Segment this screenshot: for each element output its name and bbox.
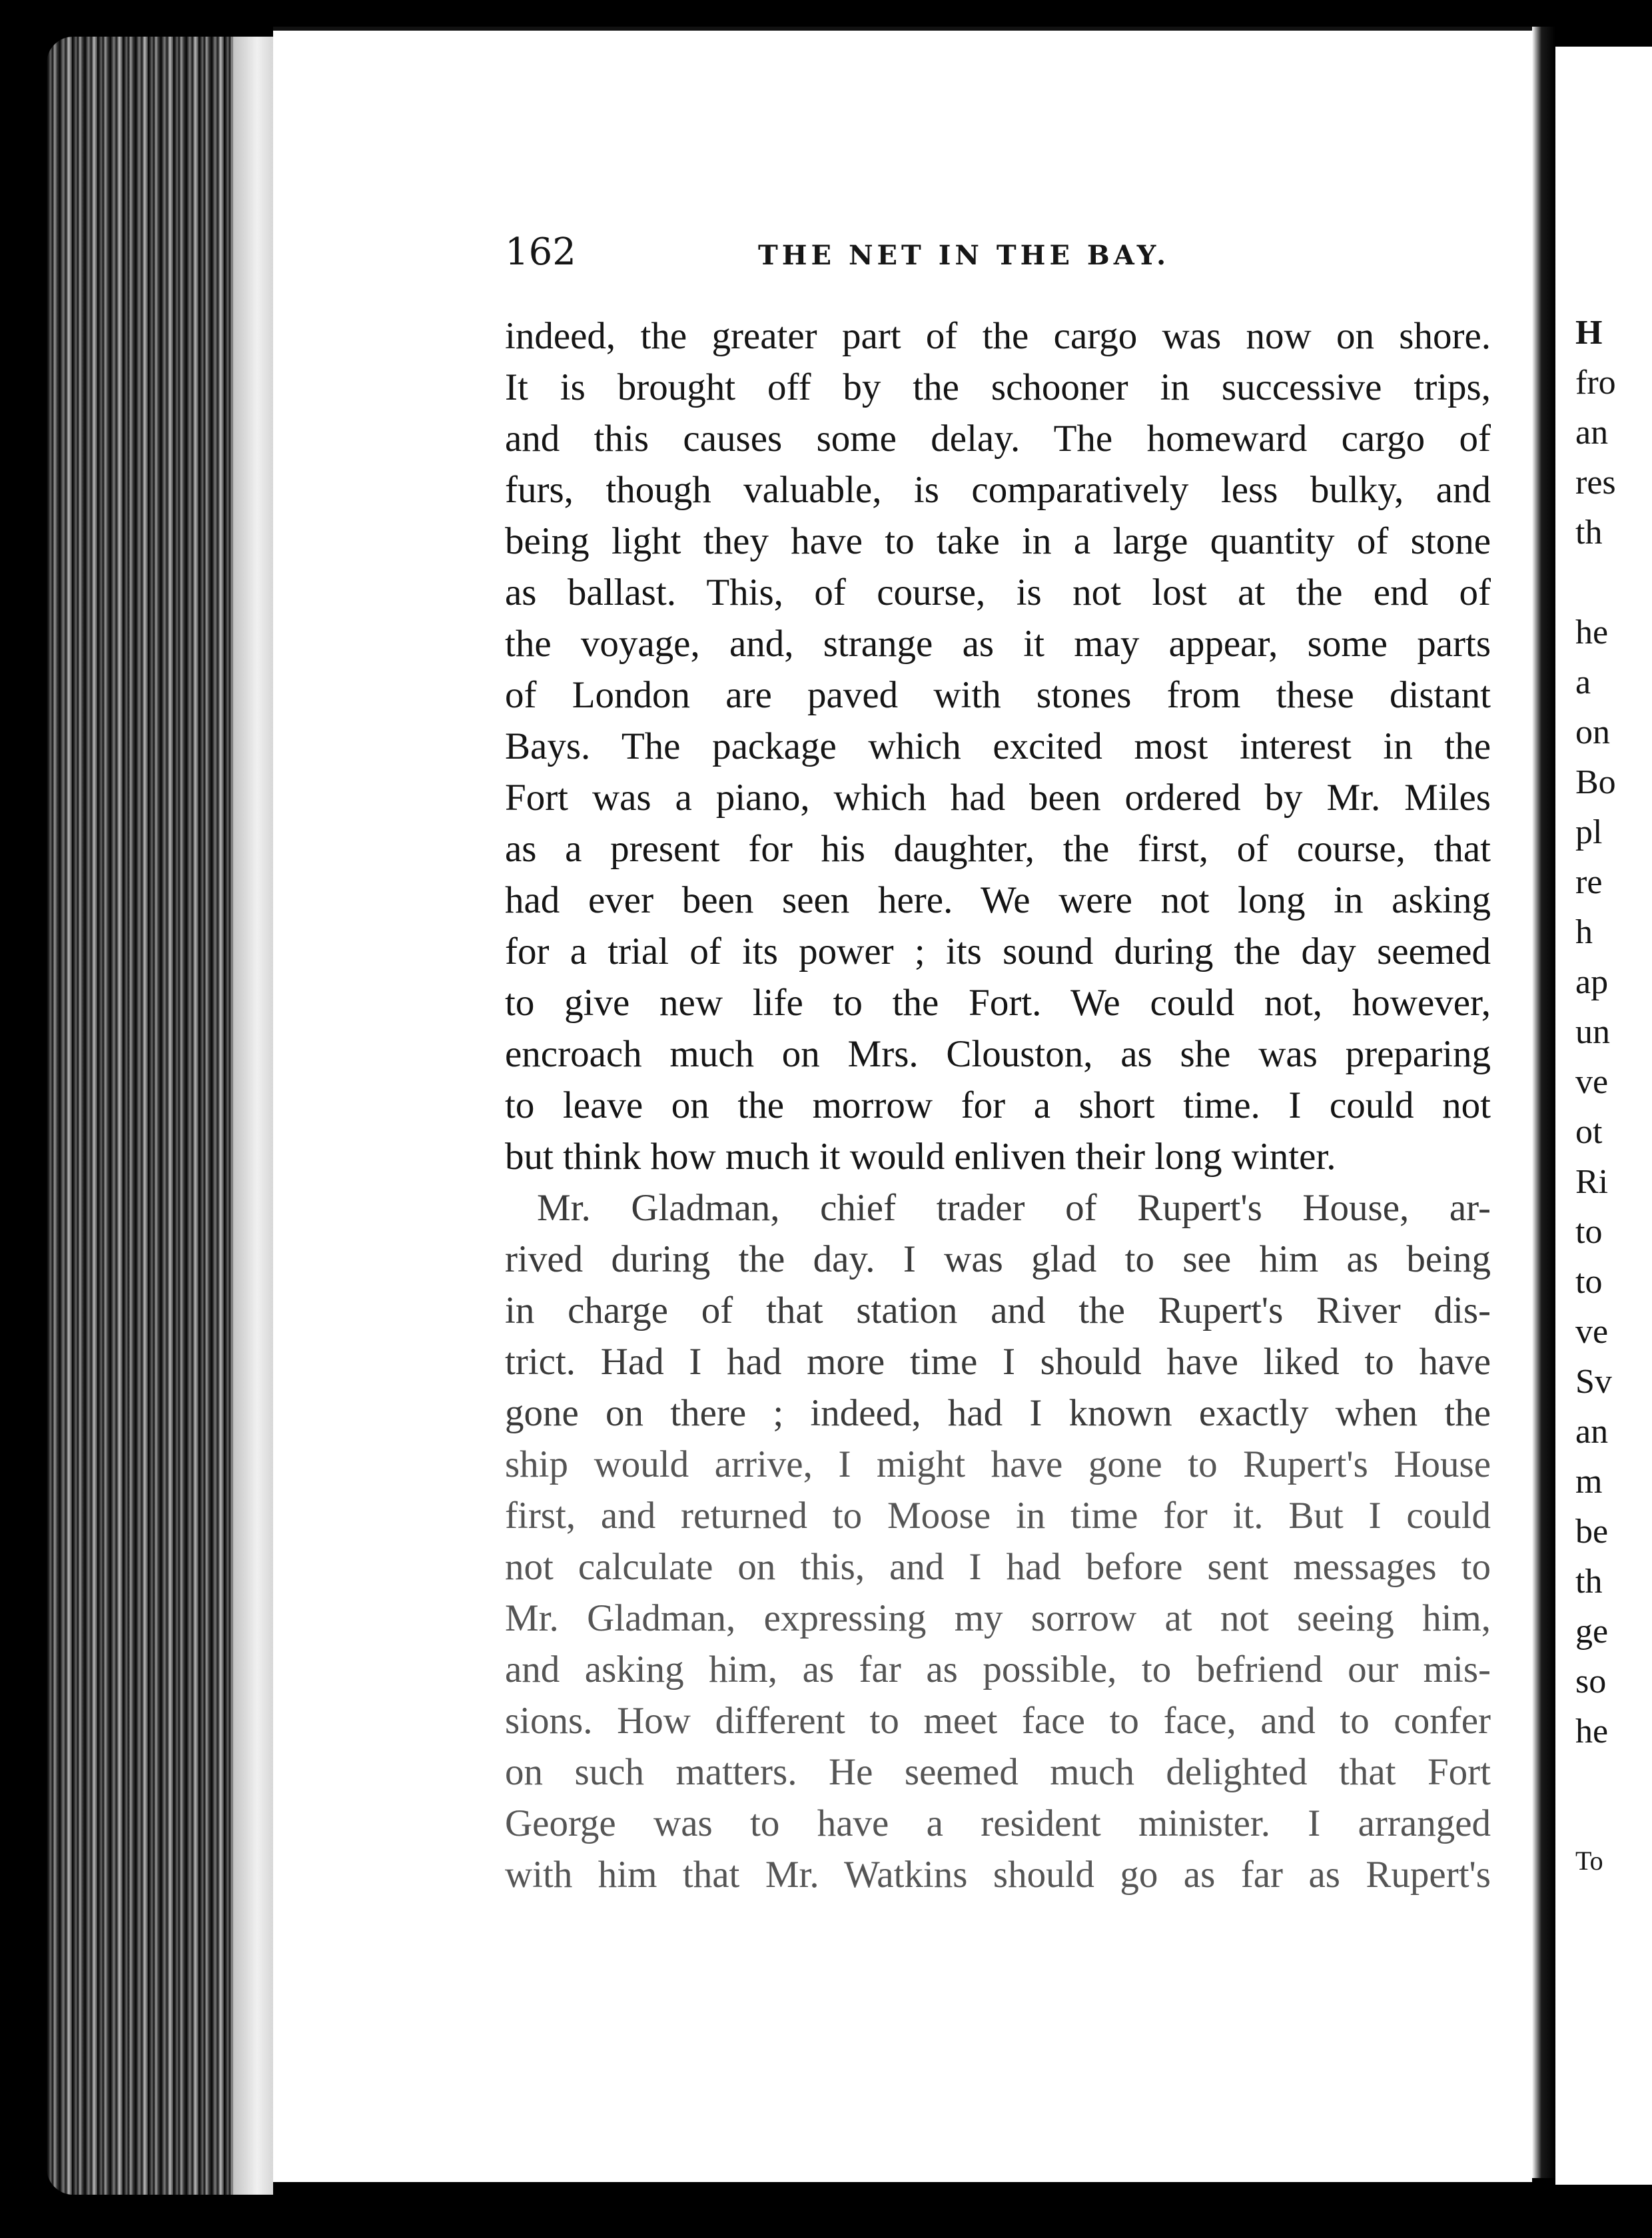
right-page-text: ve bbox=[1575, 1313, 1609, 1351]
text-line: as a present for his daughter, the first, of course, that bbox=[505, 828, 1491, 870]
text-line: Mr. Gladman, expressing my sorrow at not seeing him, bbox=[505, 1597, 1491, 1639]
right-page-text: he bbox=[1575, 613, 1609, 651]
right-page-text: ve bbox=[1575, 1063, 1609, 1101]
text-line: furs, though valuable, is comparatively less bulky, and bbox=[505, 469, 1491, 511]
text-line: rived during the day. I was glad to see him as being bbox=[505, 1238, 1491, 1280]
text-line: sions. How different to meet face to face, and to confer bbox=[505, 1700, 1491, 1742]
right-page-text: res bbox=[1575, 464, 1616, 502]
right-page-text: an bbox=[1575, 414, 1609, 452]
right-page-text: Ri bbox=[1575, 1163, 1609, 1201]
right-page-text: to bbox=[1575, 1213, 1603, 1251]
text-line: for a trial of its power ; its sound during the day seemed bbox=[505, 931, 1491, 972]
text-line: but think how much it would enliven their long winter. bbox=[505, 1136, 1336, 1178]
text-line: trict. Had I had more time I should have liked to have bbox=[505, 1341, 1491, 1383]
text-line: gone on there ; indeed, had I known exactly when the bbox=[505, 1392, 1491, 1434]
right-page-text: he bbox=[1575, 1712, 1609, 1750]
text-line: on such matters. He seemed much delighted that Fort bbox=[505, 1751, 1491, 1793]
text-line: had ever been seen here. We were not long in asking bbox=[505, 879, 1491, 921]
text-line: to give new life to the Fort. We could not, however, bbox=[505, 982, 1491, 1024]
text-line: George was to have a resident minister. I arranged bbox=[505, 1802, 1491, 1844]
book-gutter bbox=[1532, 27, 1555, 2178]
right-page-text: be bbox=[1575, 1513, 1609, 1551]
text-line: first, and returned to Moose in time for it. But I could bbox=[505, 1495, 1491, 1537]
right-page-text: Sv bbox=[1575, 1363, 1612, 1401]
right-page-text: H bbox=[1575, 314, 1603, 352]
text-line: as ballast. This, of course, is not lost at the end of bbox=[505, 571, 1491, 613]
right-page-text: th bbox=[1575, 514, 1603, 552]
right-page-text: on bbox=[1575, 713, 1610, 751]
right-page-text: an bbox=[1575, 1413, 1609, 1451]
right-page-text: To bbox=[1575, 1846, 1603, 1876]
text-line: being light they have to take in a large quantity of stone bbox=[505, 520, 1491, 562]
right-page-text: m bbox=[1575, 1463, 1603, 1501]
right-page-text: so bbox=[1575, 1663, 1607, 1700]
left-page bbox=[273, 27, 1532, 2182]
right-page-text: Bo bbox=[1575, 763, 1616, 801]
running-title: THE NET IN THE BAY. bbox=[758, 240, 1170, 271]
text-line: Bays. The package which excited most interest in the bbox=[505, 725, 1491, 767]
text-line: Fort was a piano, which had been ordered by Mr. Miles bbox=[505, 777, 1491, 819]
text-line: and this causes some delay. The homeward cargo of bbox=[505, 418, 1491, 460]
right-page-text: h bbox=[1575, 913, 1593, 951]
right-page-text: ge bbox=[1575, 1613, 1609, 1651]
text-line: indeed, the greater part of the cargo was now on shore. bbox=[505, 315, 1491, 357]
right-page-text: ot bbox=[1575, 1113, 1603, 1151]
text-line: not calculate on this, and I had before sent messages to bbox=[505, 1546, 1491, 1588]
text-line: encroach much on Mrs. Clouston, as she was preparing bbox=[505, 1033, 1491, 1075]
body-text bbox=[505, 310, 1491, 1900]
text-line: with him that Mr. Watkins should go as far as Rupert's bbox=[505, 1854, 1491, 1896]
right-page-text: th bbox=[1575, 1563, 1603, 1601]
text-line: the voyage, and, strange as it may appear, some parts bbox=[505, 623, 1491, 665]
right-page-text: ap bbox=[1575, 963, 1609, 1001]
right-page-text: pl bbox=[1575, 813, 1603, 851]
right-page-text: a bbox=[1575, 663, 1591, 701]
right-page-fragment bbox=[1555, 47, 1652, 2185]
right-page-text: to bbox=[1575, 1263, 1603, 1301]
text-line: and asking him, as far as possible, to befriend our mis- bbox=[505, 1649, 1491, 1690]
right-page-text: fro bbox=[1575, 364, 1616, 402]
text-line: ship would arrive, I might have gone to Rupert's House bbox=[505, 1443, 1491, 1485]
right-page-text: un bbox=[1575, 1013, 1610, 1051]
book-page-edges bbox=[47, 37, 273, 2195]
text-line: in charge of that station and the Rupert's River dis- bbox=[505, 1290, 1491, 1331]
text-line: to leave on the morrow for a short time. I could not bbox=[505, 1084, 1491, 1126]
text-line: Mr. Gladman, chief trader of Rupert's House, ar- bbox=[537, 1187, 1491, 1229]
text-line: of London are paved with stones from these distant bbox=[505, 674, 1491, 716]
page-number: 162 bbox=[505, 230, 576, 274]
text-line: It is brought off by the schooner in successive trips, bbox=[505, 366, 1491, 408]
right-page-text: re bbox=[1575, 863, 1603, 901]
page-header bbox=[505, 230, 1491, 284]
